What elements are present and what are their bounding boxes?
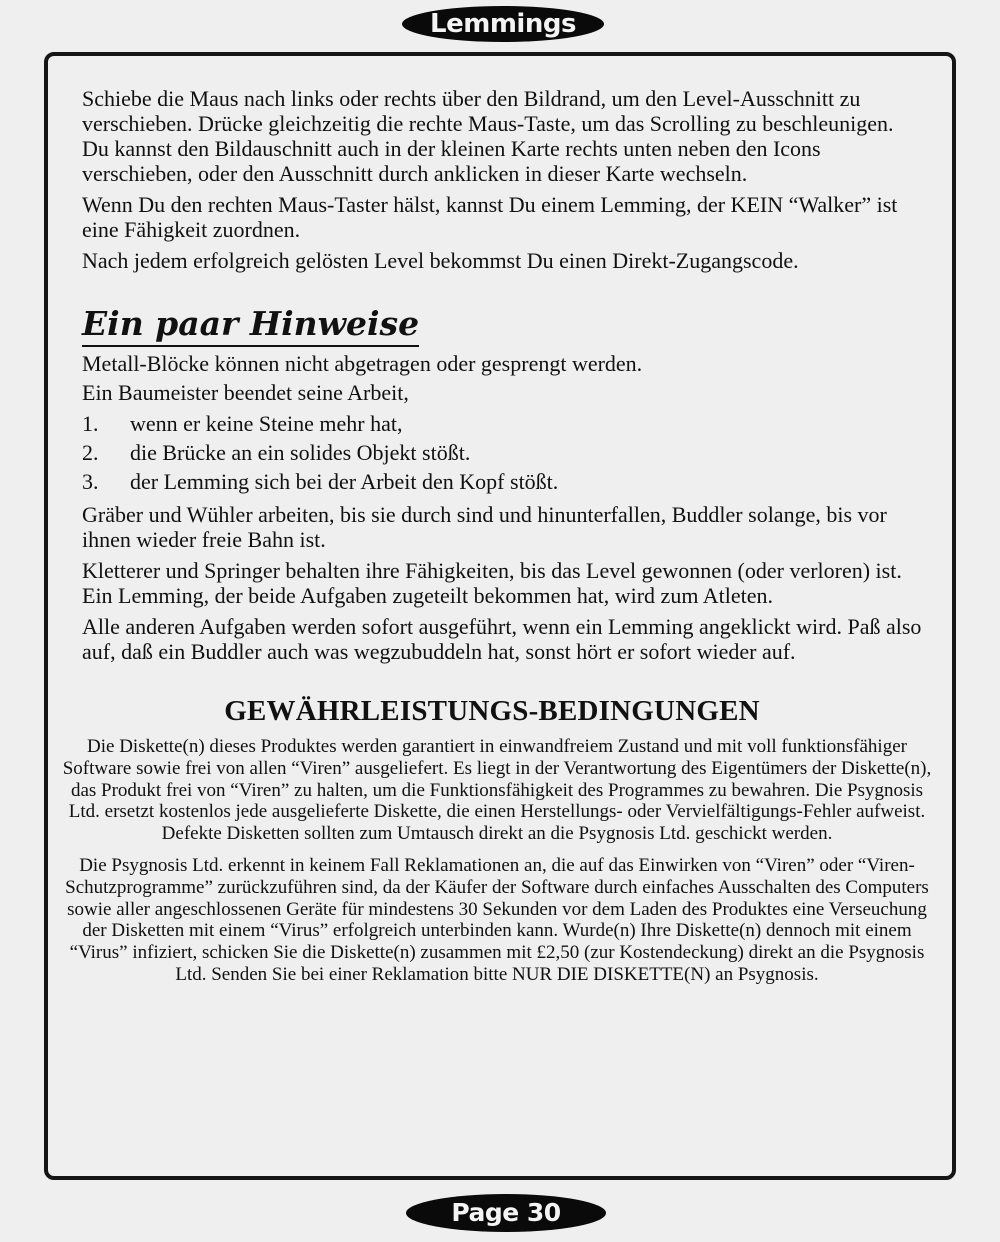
hints-paragraph: Alle anderen Aufgaben werden sofort ausgeführt, wenn ein Lemming angeklickt wird. Paß also auf, daß ein Buddler auch was wegzubuddeln hat, sonst hört er sofort wieder auf. <box>82 614 922 664</box>
hints-intro-paragraph: Ein Baumeister beendet seine Arbeit, <box>82 380 409 405</box>
list-item-number: 1. <box>82 411 99 436</box>
intro-paragraph: Nach jedem erfolgreich gelösten Level bekommst Du einen Direkt-Zugangscode. <box>82 248 799 273</box>
page-number-badge: Page 30 <box>406 1194 606 1232</box>
warranty-paragraph: Die Psygnosis Ltd. erkennt in keinem Fall Reklamationen an, die auf das Einwirken von “Viren” oder “Viren-Schutzprogramme” zurückzuführen sind, da der Käufer der Software durch einfaches Ausschalten des Computers sowie aller angeschlossenen Geräte für mindestens 30 Sekunden vor dem Laden des Produktes eine Verseuchung der Disketten mit einem “Virus” erfolgreich unterbinden kann. Wurde(n) Ihre Diskette(n) dennoch mit einem “Virus” infiziert, schicken Sie die Diskette(n) zusammen mit £2,50 (zur Kostendeckung) direkt an die Psygnosis Ltd. Senden Sie bei einer Reklamation bitte NUR DIE DISKETTE(N) an Psygnosis. <box>65 854 929 985</box>
list-item <box>82 438 922 467</box>
list-item <box>82 409 922 438</box>
intro-paragraph: Wenn Du den rechten Maus-Taster hälst, kannst Du einem Lemming, der KEIN “Walker” ist eine Fähigkeit zuordnen. <box>82 192 898 242</box>
intro-paragraph: Schiebe die Maus nach links oder rechts über den Bildrand, um den Level-Ausschnitt zu verschieben. Drücke gleichzeitig die rechte Maus-Taste, um das Scrolling zu beschleunigen. Du kannst den Bildauschnitt auch in der kleinen Karte rechts unten neben den Icons verschieben, oder den Ausschnitt durch anklicken in dieser Karte wechseln. <box>82 86 894 186</box>
list-item-text: die Brücke an ein solides Objekt stößt. <box>130 440 471 465</box>
list-item <box>82 467 922 496</box>
list-item-text: der Lemming sich bei der Arbeit den Kopf stößt. <box>130 469 559 494</box>
header-title-badge: Lemmings <box>402 6 604 42</box>
warranty-heading: GEWÄHRLEISTUNGS-BEDINGUNGEN <box>224 695 760 727</box>
hints-paragraph: Kletterer und Springer behalten ihre Fähigkeiten, bis das Level gewonnen (oder verloren) ist. Ein Lemming, der beide Aufgaben zugeteilt bekommen hat, wird zum Atleten. <box>82 558 902 608</box>
warranty-paragraph: Die Diskette(n) dieses Produktes werden garantiert in einwandfreiem Zustand und mit voll funktionsfähiger Software sowie frei von allen “Viren” ausgeliefert. Es liegt in der Verantwortung des Eigentümers der Diskette(n), das Produkt frei von “Viren” zu halten, um die Funktionsfähigkeit des Programmes zu bewahren. Die Psygnosis Ltd. ersetzt kostenlos jede ausgelieferte Diskette, die einen Herstellungs- oder Vervielfältigungs-Fehler aufweist. Defekte Disketten sollten zum Umtausch direkt an die Psygnosis Ltd. geschickt werden. <box>62 736 932 845</box>
hints-heading: Ein paar Hinweise <box>82 305 419 347</box>
list-item-text: wenn er keine Steine mehr hat, <box>130 411 403 436</box>
builder-list <box>82 409 922 496</box>
hints-paragraph: Gräber und Wühler arbeiten, bis sie durch sind und hinunterfallen, Buddler solange, bis vor ihnen wieder freie Bahn ist. <box>82 502 887 552</box>
list-item-number: 3. <box>82 469 99 494</box>
page-content <box>62 86 932 996</box>
hints-intro-paragraph: Metall-Blöcke können nicht abgetragen oder gesprengt werden. <box>82 351 643 376</box>
list-item-number: 2. <box>82 440 99 465</box>
